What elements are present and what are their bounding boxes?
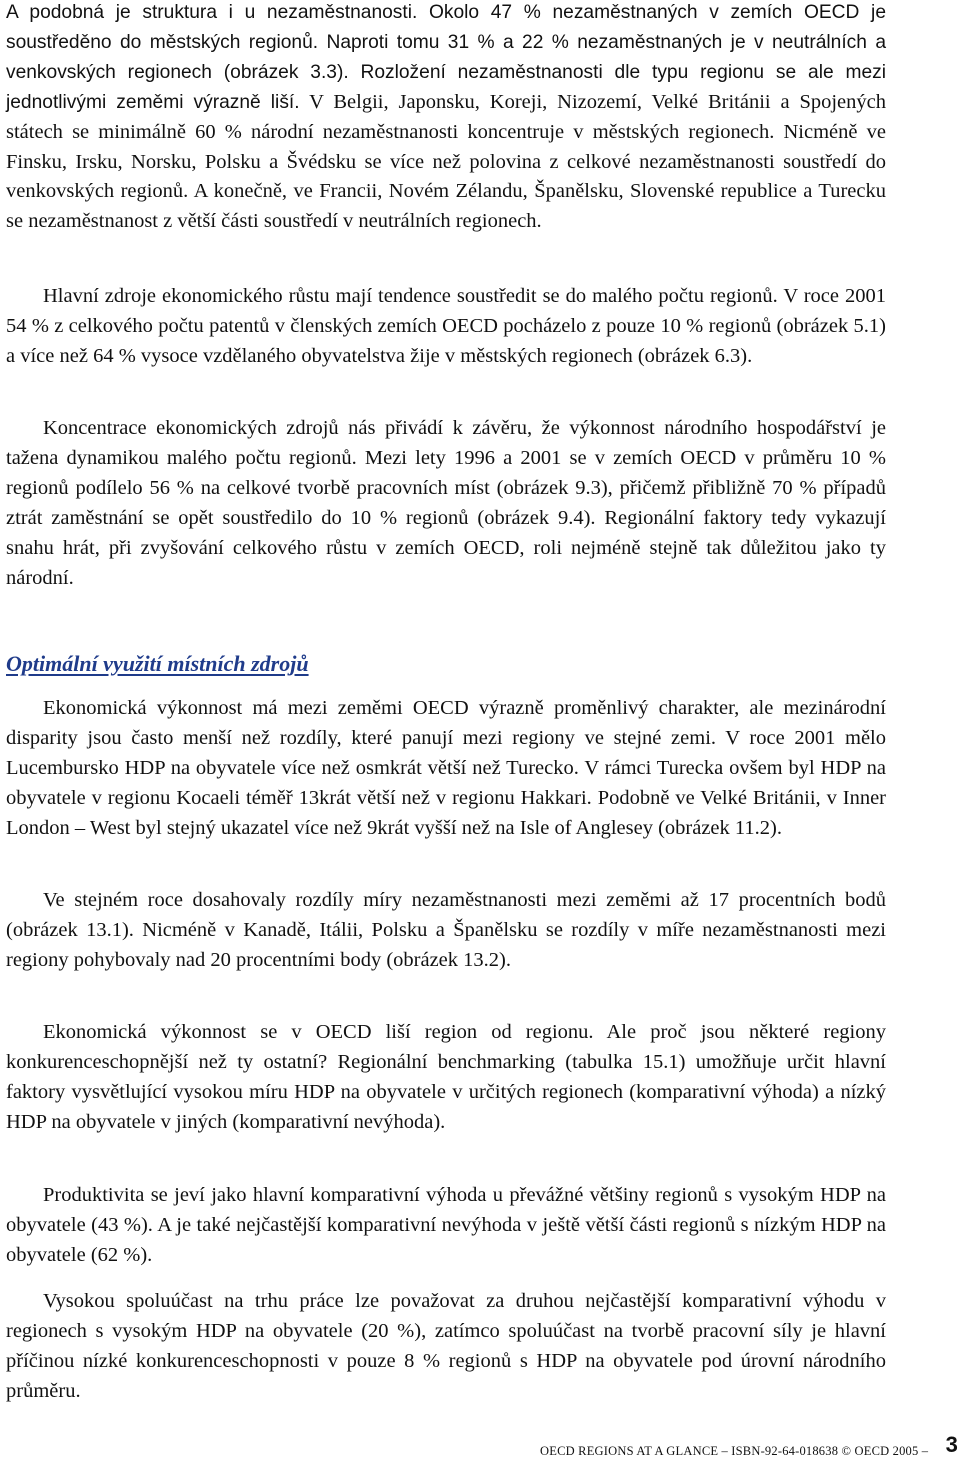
paragraph-unemployment-detail: V Belgii, Japonsku, Koreji, Nizozemí, Velké Británii a Spojených státech se minimálně 60 % národní nezaměstnanosti koncentruje v městských regionech. Nicméně ve Finsku, Irsku, Norsku, Polsku a Švédsku se více než polovina z celkové nezaměstnanosti soustředí do venkovských regionů. A konečně, ve Francii, Novém Zélandu, Španělsku, Slovenské republice a Turecku se nezaměstnanost z větší části soustředí v neutrálních regionech.: [6, 90, 886, 233]
footer-text: OECD REGIONS AT A GLANCE – ISBN-92-64-018638 © OECD 2005 –: [540, 1444, 929, 1458]
paragraph-unemployment-structure: [6, 0, 886, 237]
paragraph-unemployment-intro: A podobná je struktura i u nezaměstnanosti. Okolo 47 % nezaměstnaných v zemích OECD je soustředěno do městských regionů. Naproti tomu 31 % a 22 % nezaměstnaných je v neutrálních a venkovských regionech (obrázek 3.3). Rozložení nezaměstnanosti dle typu regionu se ale mezi jednotlivými zeměmi výrazně liší.: [6, 2, 886, 113]
paragraph-resource-concentration: Koncentrace ekonomických zdrojů nás přivádí k závěru, že výkonnost národního hospodářství je tažena dynamikou malého počtu regionů. Mezi lety 1996 a 2001 se v zemích OECD v průměru 10 % regionů podílelo 56 % na celkové tvorbě pracovních míst (obrázek 9.3), přičemž přibližně 70 % případů ztrát zaměstnání se opět soustředilo do 10 % regionů (obrázek 9.4). Regionální faktory tedy vykazují snahu hrát, při zvyšování celkového růstu v zemích OECD, roli nejméně stejně tak důležitou jako ty národní.: [6, 417, 886, 589]
page-footer: [540, 1432, 960, 1463]
page-number: 3: [945, 1432, 958, 1457]
paragraph-labour-participation: Vysokou spoluúčast na trhu práce lze považovat za druhou nejčastější komparativní výhodu v regionech s vysokým HDP na obyvatele (20 %), zatímco spoluúčast na tvorbě pracovní síly je hlavní příčinou nízké konkurenceschopnosti v pouze 8 % regionů s HDP na obyvatele pod úrovní národního průměru.: [6, 1290, 886, 1402]
paragraph-regional-benchmarking: Ekonomická výkonnost se v OECD liší region od regionu. Ale proč jsou některé regiony konkurenceschopnější než ty ostatní? Regionální benchmarking (tabulka 15.1) umožňuje určit hlavní faktory vysvětlující vysokou míru HDP na obyvatele v určitých regionech (komparativní výhoda) a nízký HDP na obyvatele v jiných (komparativní nevýhoda).: [6, 1021, 886, 1133]
paragraph-unemployment-disparities: Ve stejném roce dosahovaly rozdíly míry nezaměstnanosti mezi zeměmi až 17 procentních bodů (obrázek 13.1). Nicméně v Kanadě, Itálii, Polsku a Španělsku se rozdíly v míře nezaměstnanosti mezi regiony pohybovaly nad 20 procentními body (obrázek 13.2).: [6, 889, 886, 971]
paragraph-economic-performance: Ekonomická výkonnost má mezi zeměmi OECD výrazně proměnlivý charakter, ale mezinárodní disparity jsou často menší než rozdíly, které panují mezi regiony ve stejné zemi. V roce 2001 mělo Lucembursko HDP na obyvatele více než osmkrát větší než Turecko. V rámci Turecka ovšem byl HDP na obyvatele v regionu Kocaeli téměř 13krát větší než v regionu Hakkari. Podobně ve Velké Británii, v Inner London – West byl stejný ukazatel více než 9krát vyšší než na Isle of Anglesey (obrázek 11.2).: [6, 697, 886, 839]
section-heading: Optimální využití místních zdrojů: [6, 651, 309, 676]
paragraph-productivity: Produktivita se jeví jako hlavní komparativní výhoda u převážné většiny regionů s vysokým HDP na obyvatele (43 %). A je také nejčastější komparativní nevýhoda v ještě větší části regionů s nízkým HDP na obyvatele (62 %).: [6, 1184, 886, 1266]
paragraph-growth-sources: Hlavní zdroje ekonomického růstu mají tendence soustředit se do malého počtu regionů. V roce 2001 54 % z celkového počtu patentů v členských zemích OECD pocházelo z pouze 10 % regionů (obrázek 5.1) a více než 64 % vysoce vzdělaného obyvatelstva žije v městských regionech (obrázek 6.3).: [6, 285, 886, 367]
